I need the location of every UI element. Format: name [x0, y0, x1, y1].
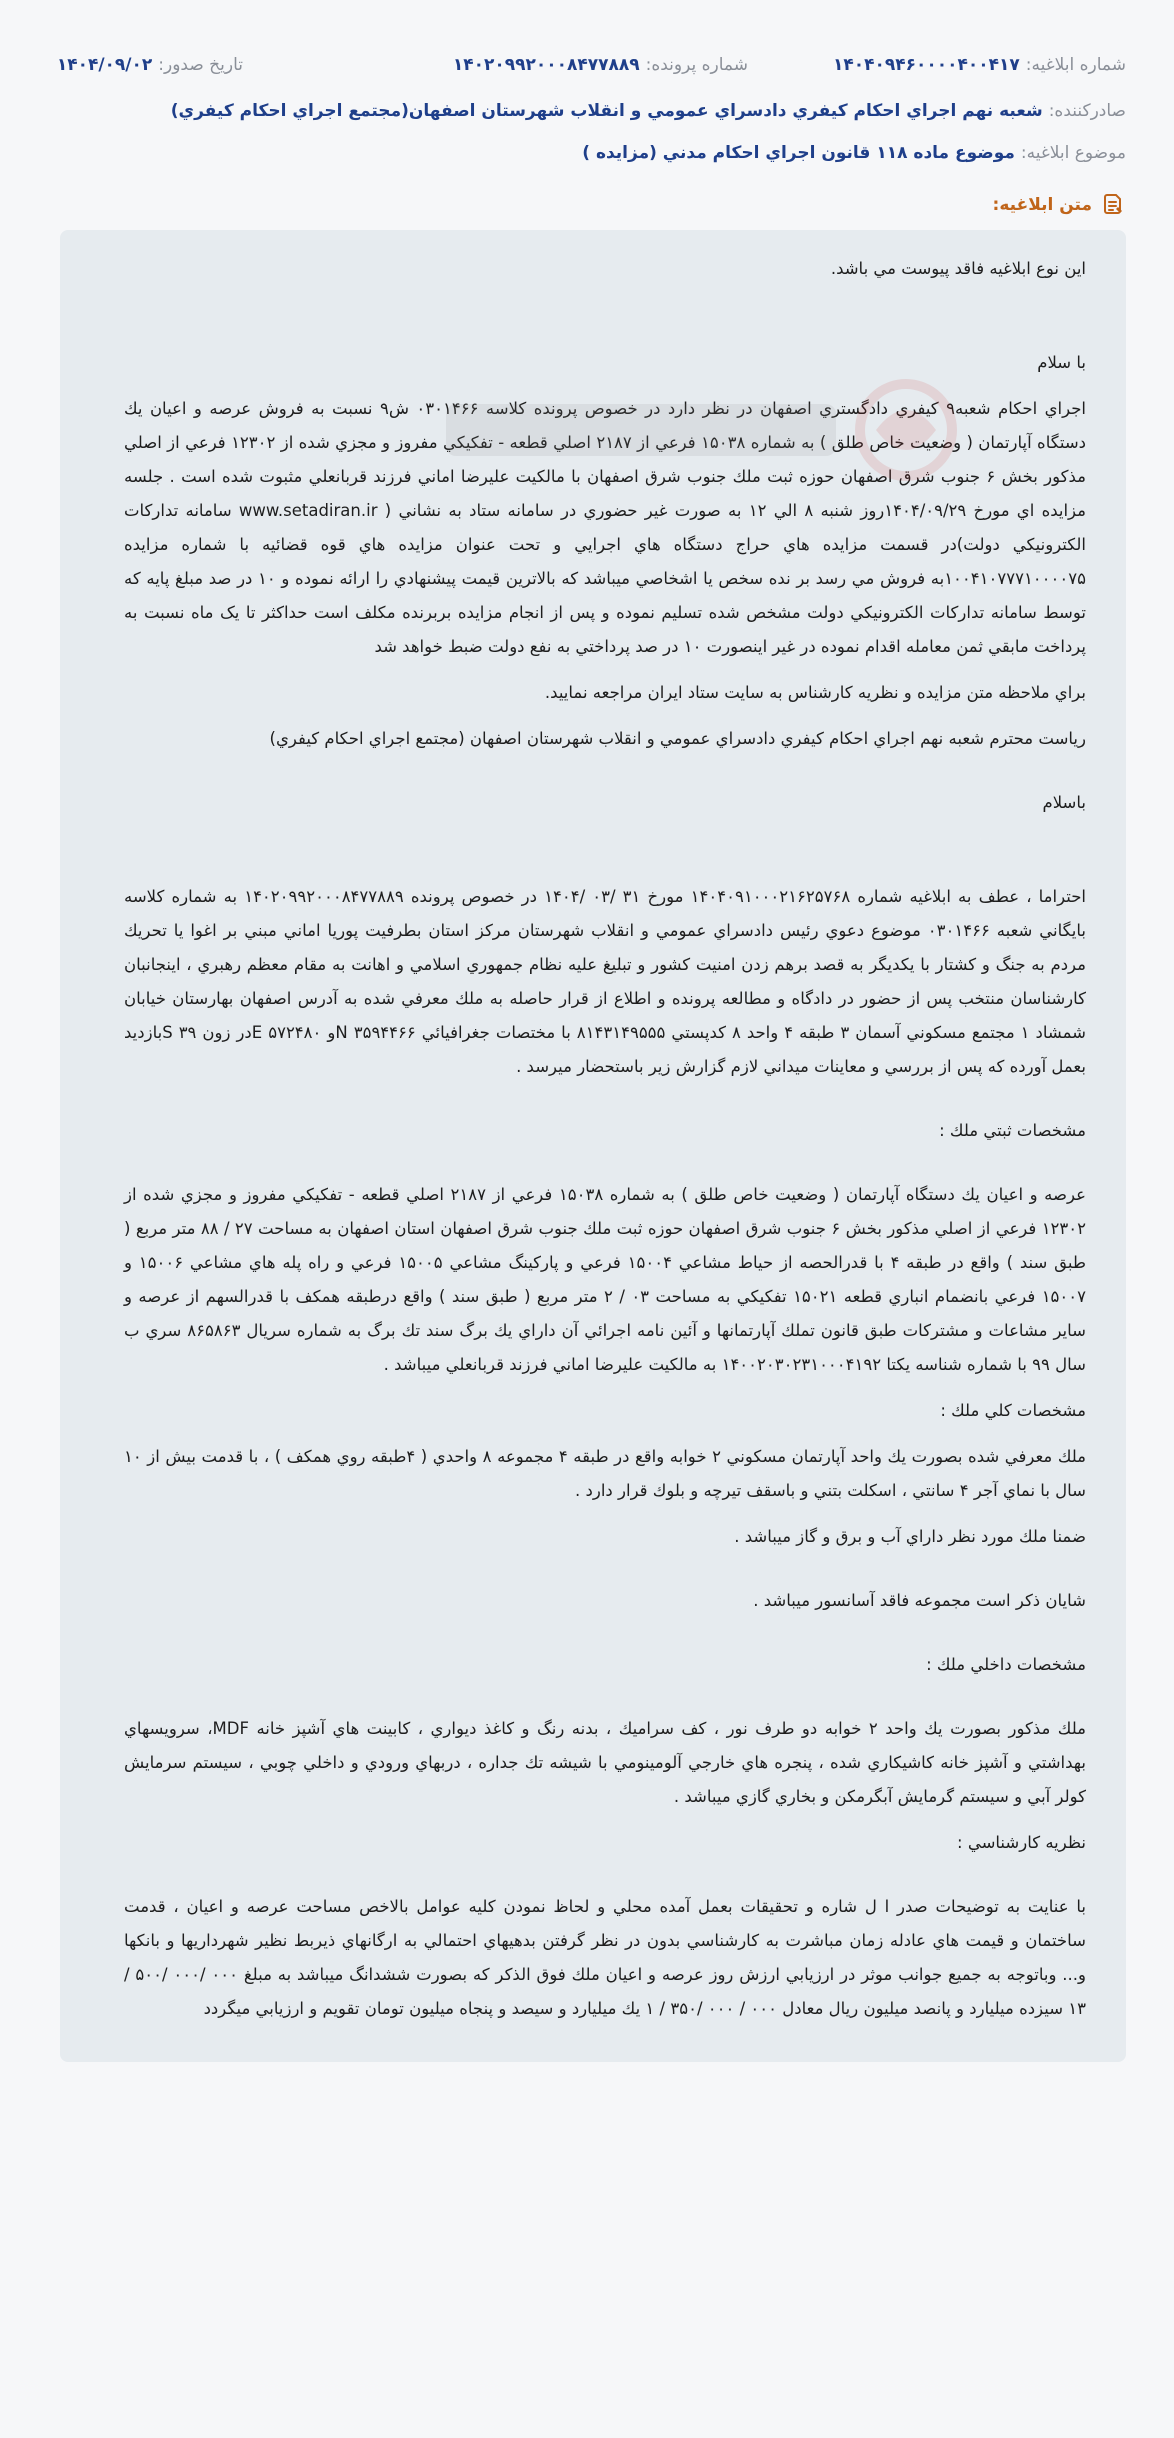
case-number-value: ۱۴۰۲۰۹۹۲۰۰۰۸۴۷۷۸۸۹	[452, 55, 640, 75]
notice-number-value: ۱۴۰۴۰۹۴۶۰۰۰۰۴۰۰۴۱۷	[832, 55, 1020, 75]
issue-date-label: تاريخ صدور:	[158, 55, 243, 75]
para-setad-reference: براي ملاحظه متن مزايده و نظريه كارشناس به سايت ستاد ايران مراجعه نماييد.	[544, 683, 1086, 702]
header-meta-row	[0, 52, 1174, 78]
para-greeting-2: باسلام	[1042, 793, 1086, 812]
issue-date	[40, 52, 243, 78]
notice-number-label: شماره ابلاغيه:	[1025, 55, 1126, 75]
para-greeting-1: با سلام	[1037, 353, 1086, 372]
para-interior-specs: ملك مذكور بصورت يك واحد ۲ خوابه دو طرف نور ، كف سراميك ، بدنه رنگ و كاغذ ديواري ، كابينت هاي آشپز خانه MDF، سرويسهاي بهداشتي و آشپز خانه كاشيكاري شده ، پنجره هاي خارجي آلومينومي با شيشه تك جداره ، دربهاي ورودي و داخلي چوبي ، سيستم سرمايش كولر آبي و سيستم گرمايش آبگرمكن و بخاري گازي ميباشد .	[124, 1719, 1086, 1806]
issuer-row	[0, 98, 1174, 124]
para-auction-notice: اجراي احكام شعبه۹ كيفري دادگستري اصفهان در نظر دارد در خصوص پرونده كلاسه ۰۳۰۱۴۶۶ ش۹ نسبت به فروش عرصه و اعيان يك دستگاه آپارتمان ( وضعيت خاص طلق ) به شماره ۱۵۰۳۸ فرعي از ۲۱۸۷ اصلي قطعه - تفكيكي مفروز و مجزي شده از ۱۲۳۰۲ فرعي از اصلي مذكور بخش ۶ جنوب شرق اصفهان حوزه ثبت ملك جنوب شرق اصفهان با مالكيت عليرضا اماني فرزند قربانعلي مثبوت شده است . جلسه مزايده اي مورخ ۱۴۰۴/۰۹/۲۹روز شنبه ۸ الي ۱۲ به صورت غير حضوري در سامانه ستاد به نشاني ( www.setadiran.ir سامانه تدارکات الکترونيکي دولت)در قسمت مزايده هاي حراج دستگاه هاي اجرايي و تحت عنوان مزايده هاي قوه قضائيه با شماره مزايده ۱۰۰۴۱۰۷۷۷۱۰۰۰۰۷۵به فروش مي رسد بر نده سخص يا اشخاصي ميباشد كه بالاترين قيمت پيشنهادي را ارائه نموده و ۱۰ در صد مبلغ پايه كه توسط سامانه تدارکات الکترونيکي دولت مشخص شده تسليم نموده و پس از انجام مزايده بربرنده مكلف است حداكثر تا يک ماه نسبت به پرداخت مابقي ثمن معامله اقدام نموده در غير اينصورت ۱۰ در صد پرداختي به نفع دولت ضبط خواهد شد	[124, 399, 1086, 656]
notice-number	[748, 52, 1126, 78]
notice-body	[60, 230, 1126, 2062]
document-icon	[1100, 192, 1126, 218]
subject-label: موضوع ابلاغيه:	[1020, 143, 1126, 163]
subject-value: موضوع ماده ۱۱۸ قانون اجراي احكام مدني (مزايده )	[582, 143, 1015, 163]
heading-expert-opinion: نظريه كارشناسي :	[957, 1833, 1086, 1852]
para-addressee: رياست محترم شعبه نهم اجراي احكام كيفري دادسراي عمومي و انقلاب شهرستان اصفهان (مجتمع اجراي احكام كيفري)	[269, 729, 1086, 748]
subject-row	[0, 140, 1174, 166]
heading-interior-specs: مشخصات داخلي ملك :	[926, 1655, 1086, 1674]
heading-registration-specs: مشخصات ثبتي ملك :	[939, 1121, 1086, 1140]
case-number-label: شماره پرونده:	[645, 55, 748, 75]
para-general-specs: ملك معرفي شده بصورت يك واحد آپارتمان مسكوني ۲ خوابه واقع در طبقه ۴ مجموعه ۸ واحدي ( ۴طبقه روي همكف ) ، با قدمت بيش از ۱۰ سال با نماي آجر ۴ سانتي ، اسكلت بتني و باسقف تيرچه و بلوك قرار دارد .	[124, 1447, 1087, 1500]
para-expert-intro: احتراما ، عطف به ابلاغيه شماره ۱۴۰۴۰۹۱۰۰۰۲۱۶۲۵۷۶۸ مورخ ۳۱ /۰۳ /۱۴۰۴ در خصوص پرونده ۱۴۰۲۰۹۹۲۰۰۰۸۴۷۷۸۸۹ به شماره كلاسه بايگاني شعبه ۰۳۰۱۴۶۶ موضوع دعوي رئيس دادسراي عمومي و انقلاب شهرستان مركز استان بطرفيت پوريا اماني مبني بر اغوا يا تحريك مردم به جنگ و كشتار با يكديگر به قصد برهم زدن امنيت كشور و تبليغ عليه نظام جمهوري اسلامي و اهانت به مقام معظم رهبري ، اينجانبان كارشناسان منتخب پس از حضور در دادگاه و مطالعه پرونده و اطلاع از قرار حاصله به ملك معرفي شده به آدرس اصفهان بهارستان خيابان شمشاد ۱ مجتمع مسكوني آسمان ۳ طبقه ۴ واحد ۸ كدپستي ۸۱۴۳۱۴۹۵۵۵ با مختصات جغرافيائي ۳۵۹۴۴۶۶ Nو ۵۷۲۴۸۰ Eدر زون ۳۹ Sبازديد بعمل آورده كه پس از بررسي و معاينات ميداني لازم گزارش زير باستحضار ميرسد .	[124, 887, 1087, 1076]
case-number	[243, 52, 748, 78]
para-elevator: شايان ذكر است مجموعه فاقد آسانسور ميباشد .	[753, 1591, 1086, 1610]
para-utilities: ضمنا ملك مورد نظر داراي آب و برق و گاز ميباشد .	[734, 1527, 1086, 1546]
issuer-value: شعبه نهم اجراي احكام كيفري دادسراي عمومي و انقلاب شهرستان اصفهان(مجتمع اجراي احكام كيفري)	[170, 101, 1043, 121]
issuer-label: صادرکننده:	[1048, 101, 1126, 121]
body-title-text: متن ابلاغيه:	[992, 195, 1092, 215]
body-title	[0, 192, 1174, 218]
para-attachment-note: اين نوع ابلاغيه فاقد پيوست مي باشد.	[830, 259, 1086, 278]
para-expert-opinion: با عنايت به توضيحات صدر ا ل شاره و تحقيقات بعمل آمده محلي و لحاظ نمودن كليه عوامل بالاخص مساحت عرصه و اعيان ، قدمت ساختمان و قيمت هاي عادله زمان مباشرت به كارشناسي بدون در نظر گرفتن بدهيهاي احتمالي به ارگانهاي ذيربط نظير شهرداريها و بانكها و... وباتوجه به جميع جوانب موثر در ارزيابي ارزش روز عرصه و اعيان ملك فوق الذكر كه بصورت ششدانگ ميباشد به مبلغ ۰۰۰ /۰۰۰ /۵۰۰ / ۱۳ سيزده ميليارد و پانصد ميليون ريال معادل ۰۰۰ / ۰۰۰ /۳۵۰ / ۱ يك ميليارد و سيصد و پنجاه ميليون تومان تقويم و ارزيابي ميگردد	[124, 1897, 1086, 2018]
heading-general-specs: مشخصات كلي ملك :	[940, 1401, 1086, 1420]
issue-date-value: ۱۴۰۴/۰۹/۰۲	[56, 55, 153, 75]
para-registration-specs: عرصه و اعيان يك دستگاه آپارتمان ( وضعيت خاص طلق ) به شماره ۱۵۰۳۸ فرعي از ۲۱۸۷ اصلي قطعه - تفكيكي مفروز و مجزي شده از ۱۲۳۰۲ فرعي از اصلي مذكور بخش ۶ جنوب شرق اصفهان حوزه ثبت ملك جنوب شرق اصفهان استان اصفهان به مساحت ۲۷ / ۸۸ متر مربع ( طبق سند ) واقع در طبقه ۴ با قدرالحصه از حياط مشاعي ۱۵۰۰۴ فرعي و پاركينگ مشاعي ۱۵۰۰۵ فرعي و راه پله هاي مشاعي ۱۵۰۰۶ و ۱۵۰۰۷ فرعي بانضمام انباري قطعه ۱۵۰۲۱ تفكيكي به مساحت ۰۳ / ۲ متر مربع ( طبق سند ) واقع درطبقه همكف با قدرالسهم از عرصه و ساير مشاعات و مشتركات طبق قانون تملك آپارتمانها و آئين نامه اجرائي آن داراي يك برگ سند تك برگ به شماره سريال ۸۶۵۸۶۳ سري ب سال ۹۹ با شماره شناسه يكتا ۱۴۰۰۲۰۳۰۲۳۱۰۰۰۴۱۹۲ به مالكيت عليرضا اماني فرزند قربانعلي ميباشد .	[124, 1185, 1086, 1374]
